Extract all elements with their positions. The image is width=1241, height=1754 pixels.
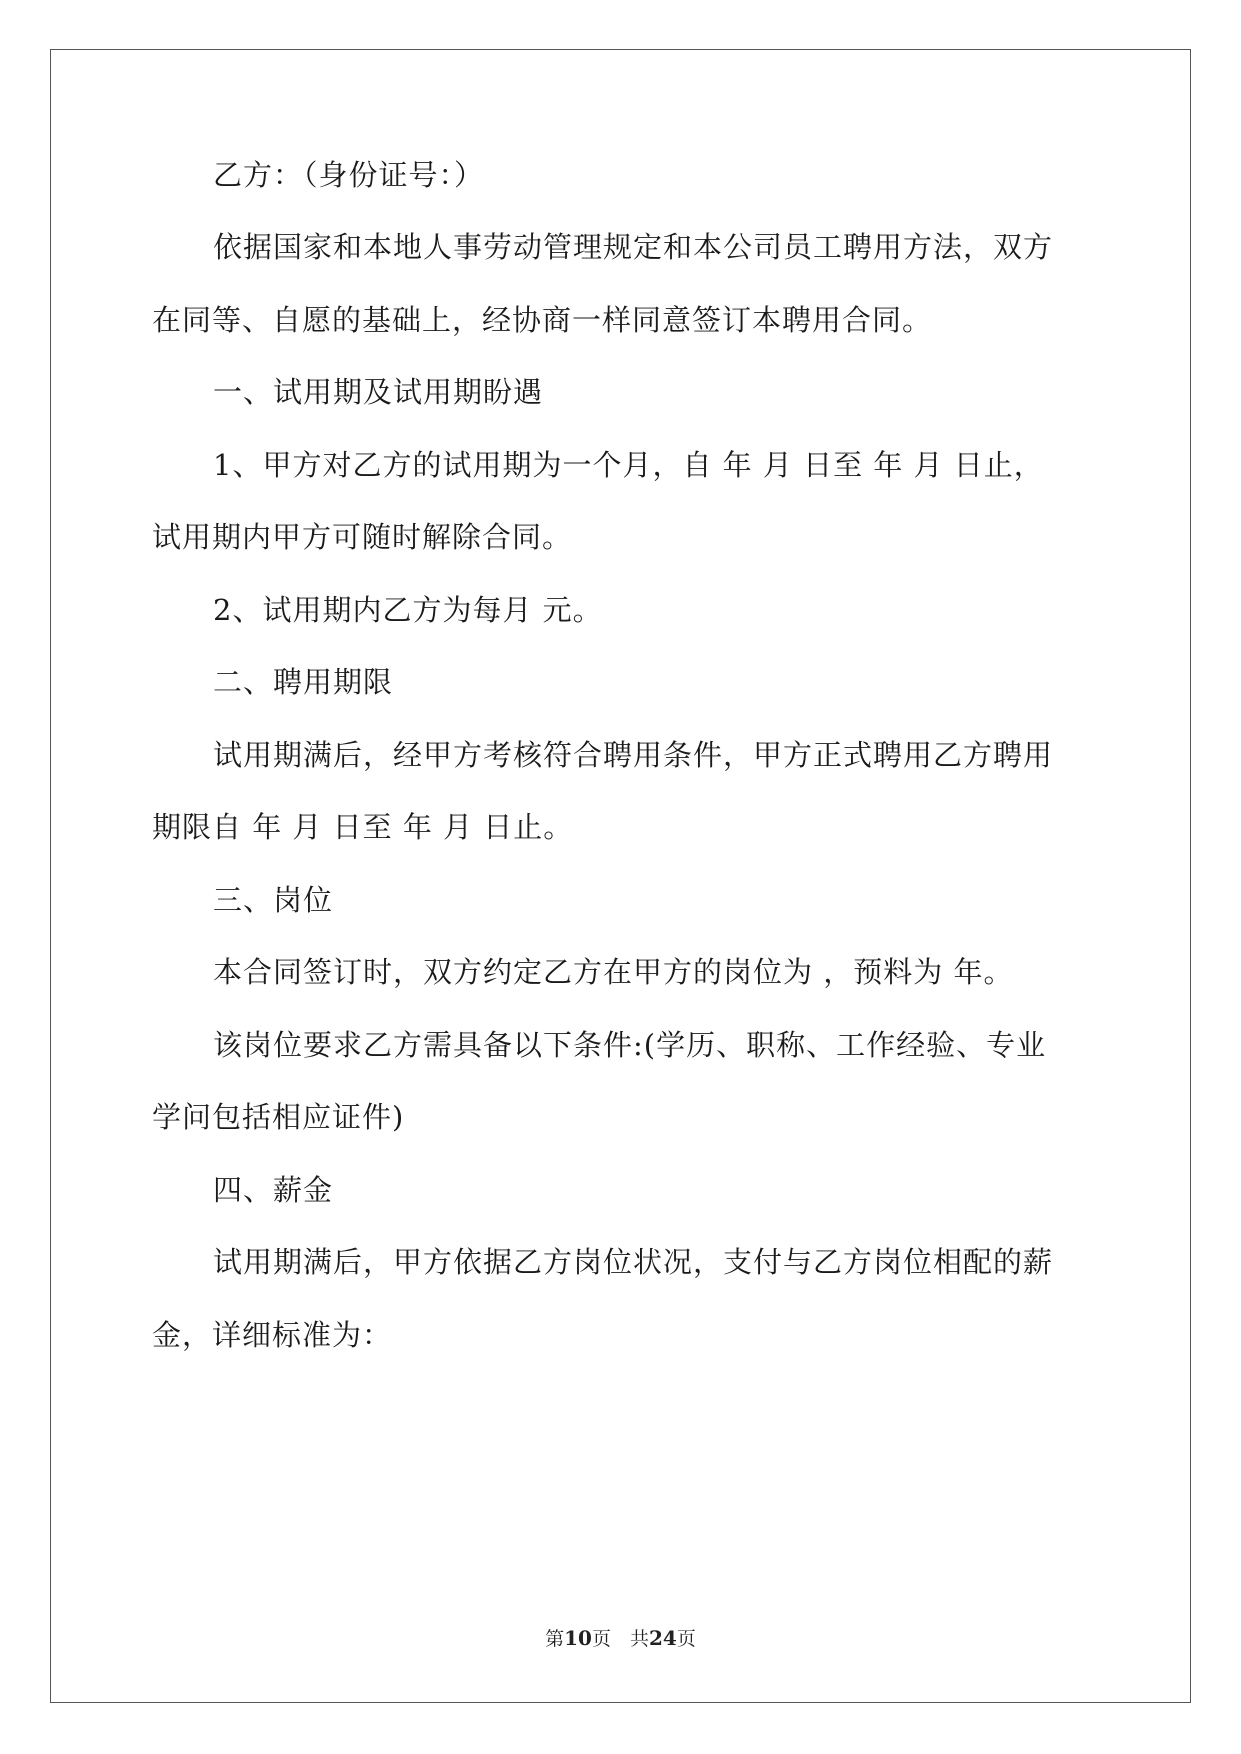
section-3-paragraph-2-line-2: 学问包括相应证件) bbox=[152, 1100, 405, 1134]
current-page-number: 10 bbox=[564, 1626, 592, 1650]
section-3-paragraph-1: 本合同签订时，双方约定乙方在甲方的岗位为 ，预料为 年。 bbox=[213, 955, 1014, 989]
section-3-heading: 三、岗位 bbox=[213, 883, 334, 917]
section-3-paragraph-2-line-1: 该岗位要求乙方需具备以下条件:(学历、职称、工作经验、专业 bbox=[213, 1028, 1047, 1062]
clause-1-2: 2、试用期内乙方为每月 元。 bbox=[213, 593, 603, 627]
section-4-paragraph-line-1: 试用期满后，甲方依据乙方岗位状况，支付与乙方岗位相配的薪 bbox=[213, 1245, 1054, 1279]
page-border bbox=[50, 49, 1191, 1703]
section-2-paragraph-line-1: 试用期满后，经甲方考核符合聘用条件，甲方正式聘用乙方聘用 bbox=[213, 738, 1054, 772]
section-1-heading: 一、试用期及试用期盼遇 bbox=[213, 375, 544, 409]
section-4-heading: 四、薪金 bbox=[213, 1173, 334, 1207]
page-footer bbox=[0, 1626, 1241, 1651]
footer-suffix: 页 bbox=[676, 1628, 696, 1650]
party-b-line: 乙方：（身份证号：） bbox=[213, 158, 485, 192]
footer-middle: 页 共 bbox=[591, 1628, 649, 1650]
intro-paragraph-line-2: 在同等、自愿的基础上，经协商一样同意签订本聘用合同。 bbox=[152, 303, 933, 337]
section-2-heading: 二、聘用期限 bbox=[213, 665, 394, 699]
total-page-number: 24 bbox=[649, 1626, 677, 1650]
footer-prefix: 第 bbox=[545, 1628, 565, 1650]
clause-1-1-line-1: 1、甲方对乙方的试用期为一个月，自 年 月 日至 年 月 日止， bbox=[213, 448, 1044, 482]
intro-paragraph-line-1: 依据国家和本地人事劳动管理规定和本公司员工聘用方法，双方 bbox=[213, 230, 1054, 264]
clause-1-1-line-2: 试用期内甲方可随时解除合同。 bbox=[152, 520, 573, 554]
section-4-paragraph-line-2: 金，详细标准为： bbox=[152, 1318, 393, 1352]
section-2-paragraph-line-2: 期限自 年 月 日至 年 月 日止。 bbox=[152, 810, 574, 844]
